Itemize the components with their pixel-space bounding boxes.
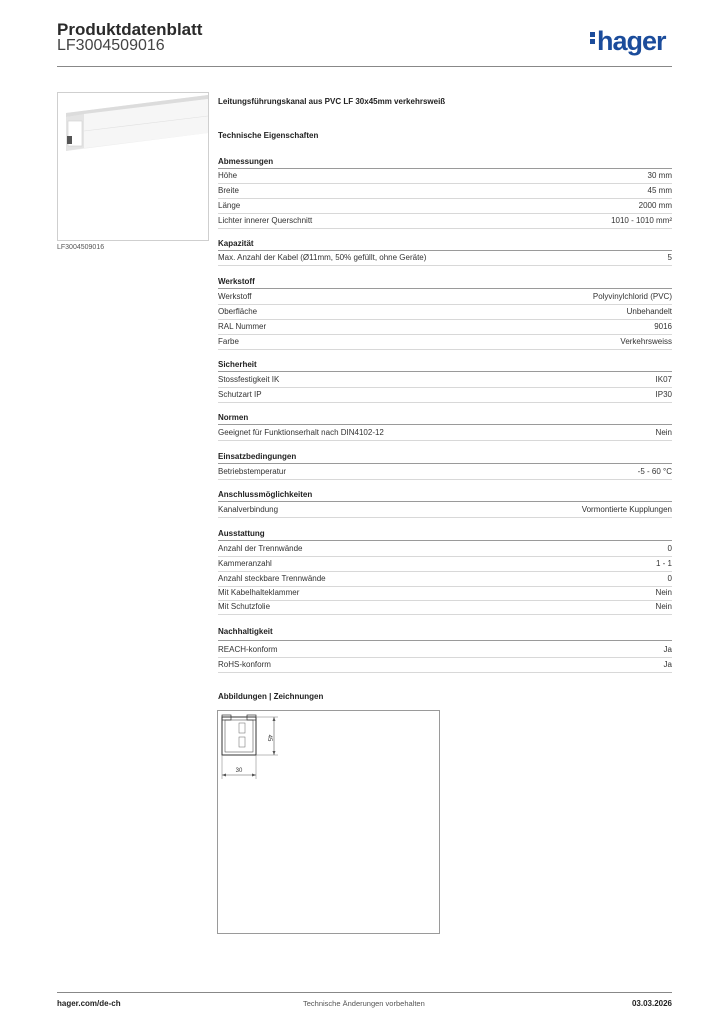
row-value: Nein [655, 428, 672, 437]
row-value: 1010 - 1010 mm² [611, 216, 672, 225]
table-row [218, 305, 672, 320]
row-label: Kammeranzahl [218, 559, 272, 568]
table-row [218, 658, 672, 673]
row-label: Geeignet für Funktionserhalt nach DIN4102-12 [218, 428, 384, 437]
table-row [218, 586, 672, 601]
row-label: Kanalverbindung [218, 505, 279, 514]
table-row [218, 557, 672, 572]
product-image [57, 92, 209, 241]
section-divider [218, 371, 672, 372]
cable-duct-icon [58, 93, 208, 240]
row-value: 5 [667, 253, 672, 262]
section-title-kapazitaet: Kapazität [218, 239, 254, 248]
section-title-normen: Normen [218, 413, 249, 422]
table-row [218, 251, 672, 266]
section-divider [218, 540, 672, 541]
table-row [218, 388, 672, 403]
section-divider [218, 501, 672, 502]
row-label: Länge [218, 201, 241, 210]
section-title-sicherheit: Sicherheit [218, 360, 257, 369]
cross-section-drawing-icon [218, 711, 439, 933]
row-label: Anzahl steckbare Trennwände [218, 574, 326, 583]
row-value: 2000 mm [638, 201, 672, 210]
image-caption: LF3004509016 [57, 244, 105, 251]
table-row [218, 214, 672, 229]
table-row [218, 184, 672, 199]
footer-divider [57, 992, 672, 993]
row-value: 0 [667, 574, 672, 583]
row-label: Mit Schutzfolie [218, 602, 271, 611]
section-divider [218, 424, 672, 425]
row-value: 1 - 1 [655, 559, 672, 568]
row-value: Unbehandelt [626, 307, 672, 316]
row-label: Betriebstemperatur [218, 467, 287, 476]
section-divider [218, 640, 672, 641]
row-value: Verkehrsweiss [620, 337, 672, 346]
table-row [218, 373, 672, 388]
row-value: 9016 [654, 322, 672, 331]
product-description: Leitungsführungskanal aus PVC LF 30x45mm verkehrsweiß [218, 97, 446, 106]
row-label: RAL Nummer [218, 322, 267, 331]
figures-title: Abbildungen | Zeichnungen [218, 692, 324, 701]
row-label: Mit Kabelhalteklammer [218, 588, 300, 597]
table-row [218, 600, 672, 615]
row-label: Höhe [218, 171, 238, 180]
row-label: Werkstoff [218, 292, 252, 301]
table-row [218, 503, 672, 518]
footer-notice: Technische Änderungen vorbehalten [303, 999, 425, 1008]
table-row [218, 643, 672, 658]
table-row [218, 542, 672, 557]
table-row [218, 320, 672, 335]
row-label: Stossfestigkeit IK [218, 375, 280, 384]
row-value: 0 [667, 544, 672, 553]
technical-heading: Technische Eigenschaften [218, 131, 319, 140]
section-title-abmessungen: Abmessungen [218, 157, 274, 166]
footer-date: 03.03.2026 [631, 999, 672, 1008]
section-divider [218, 463, 672, 464]
table-row [218, 465, 672, 480]
section-divider [218, 288, 672, 289]
row-value: Ja [663, 645, 672, 654]
section-title-anschluss: Anschlussmöglichkeiten [218, 490, 313, 499]
row-label: Max. Anzahl der Kabel (Ø11mm, 50% gefüllt, ohne Geräte) [218, 253, 427, 262]
row-value: Nein [655, 602, 672, 611]
row-label: RoHS-konform [218, 660, 271, 669]
document-title: Produktdatenblatt [57, 20, 203, 39]
table-row [218, 335, 672, 350]
row-label: Lichter innerer Querschnitt [218, 216, 313, 225]
row-label: Anzahl der Trennwände [218, 544, 303, 553]
row-label: Breite [218, 186, 239, 195]
row-value: -5 - 60 °C [637, 467, 672, 476]
row-value: IP30 [655, 390, 672, 399]
table-row [218, 572, 672, 587]
row-value: Vormontierte Kupplungen [581, 505, 672, 514]
row-value: 30 mm [647, 171, 672, 180]
section-title-einsatzbedingungen: Einsatzbedingungen [218, 452, 297, 461]
section-title-ausstattung: Ausstattung [218, 529, 265, 538]
section-title-werkstoff: Werkstoff [218, 277, 255, 286]
row-label: Schutzart IP [218, 390, 262, 399]
row-label: Oberfläche [218, 307, 258, 316]
table-row [218, 426, 672, 441]
hager-logo [590, 26, 666, 57]
logo-text: hager [597, 26, 666, 56]
row-value: 45 mm [647, 186, 672, 195]
header-divider [57, 66, 672, 67]
row-value: Ja [663, 660, 672, 669]
footer-website: hager.com/de-ch [57, 999, 121, 1008]
table-row [218, 199, 672, 214]
row-label: Farbe [218, 337, 239, 346]
row-value: Nein [655, 588, 672, 597]
table-row [218, 169, 672, 184]
technical-drawing [217, 710, 440, 934]
row-label: REACH-konform [218, 645, 278, 654]
logo-dots-icon [590, 30, 595, 46]
dimension-width-label: 30 [235, 768, 243, 774]
row-value: IK07 [655, 375, 672, 384]
product-code: LF3004509016 [57, 37, 165, 54]
row-value: Polyvinylchlorid (PVC) [592, 292, 672, 301]
dimension-height-label: 45 [266, 734, 272, 742]
section-title-nachhaltigkeit: Nachhaltigkeit [218, 627, 273, 636]
table-row [218, 290, 672, 305]
